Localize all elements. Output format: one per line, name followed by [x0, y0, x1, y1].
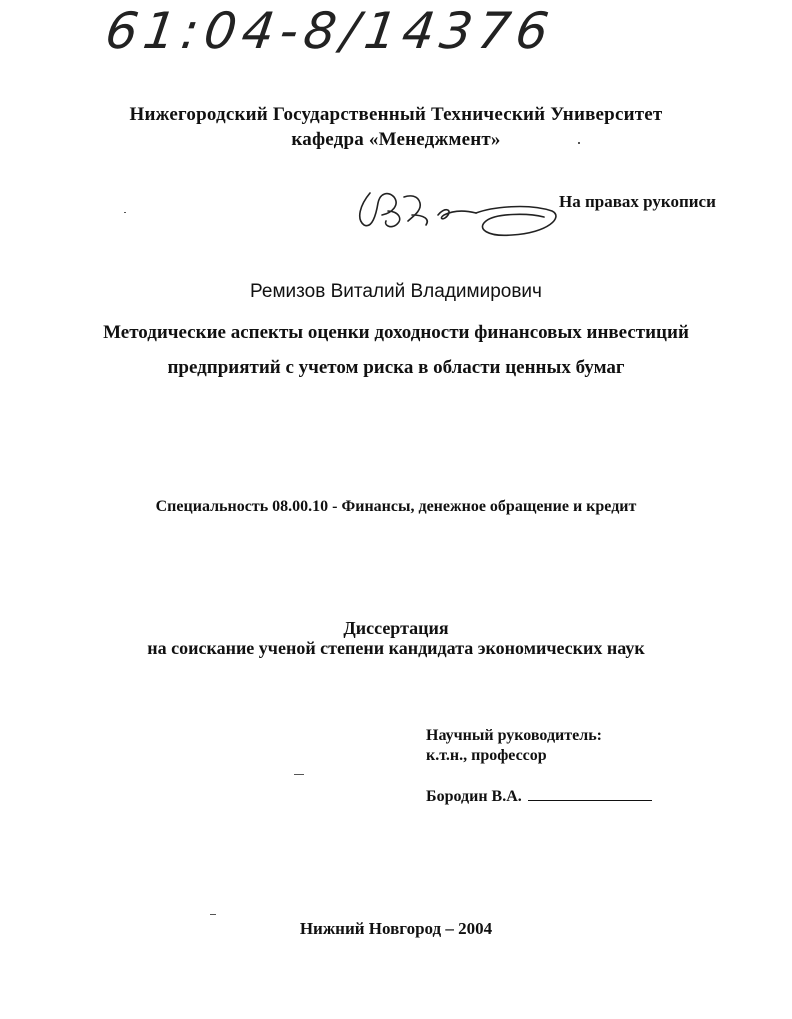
signature-blank	[528, 799, 652, 801]
scan-speck	[210, 914, 216, 915]
university-name: Нижегородский Государственный Технический Университет	[129, 104, 663, 125]
catalog-number: 61:04-8/14376	[101, 2, 558, 60]
title-line-1: Методические аспекты оценки доходности финансовых инвестиций	[103, 322, 689, 343]
author-name: Ремизов Виталий Владимирович	[250, 281, 542, 302]
title-line-2: предприятий с учетом риска в области ценных бумаг	[167, 357, 625, 378]
supervisor-label: Научный руководитель:	[426, 727, 602, 744]
scan-speck	[578, 142, 580, 144]
supervisor-name: Бородин В.А.	[426, 788, 522, 805]
department-name: кафедра «Менеджмент»	[291, 129, 501, 150]
supervisor-signature-line	[426, 788, 652, 806]
city-year: Нижний Новгород – 2004	[299, 919, 493, 938]
scan-speck	[124, 212, 126, 213]
dissertation-label: Диссертация	[343, 618, 449, 638]
supervisor-title: к.т.н., профессор	[426, 747, 547, 764]
scan-speck	[294, 774, 304, 775]
signature	[352, 185, 562, 241]
manuscript-rights: На правах рукописи	[559, 192, 716, 211]
degree-statement: на соискание ученой степени кандидата экономических наук	[147, 638, 645, 658]
specialty: Специальность 08.00.10 - Финансы, денежное обращение и кредит	[155, 498, 637, 515]
